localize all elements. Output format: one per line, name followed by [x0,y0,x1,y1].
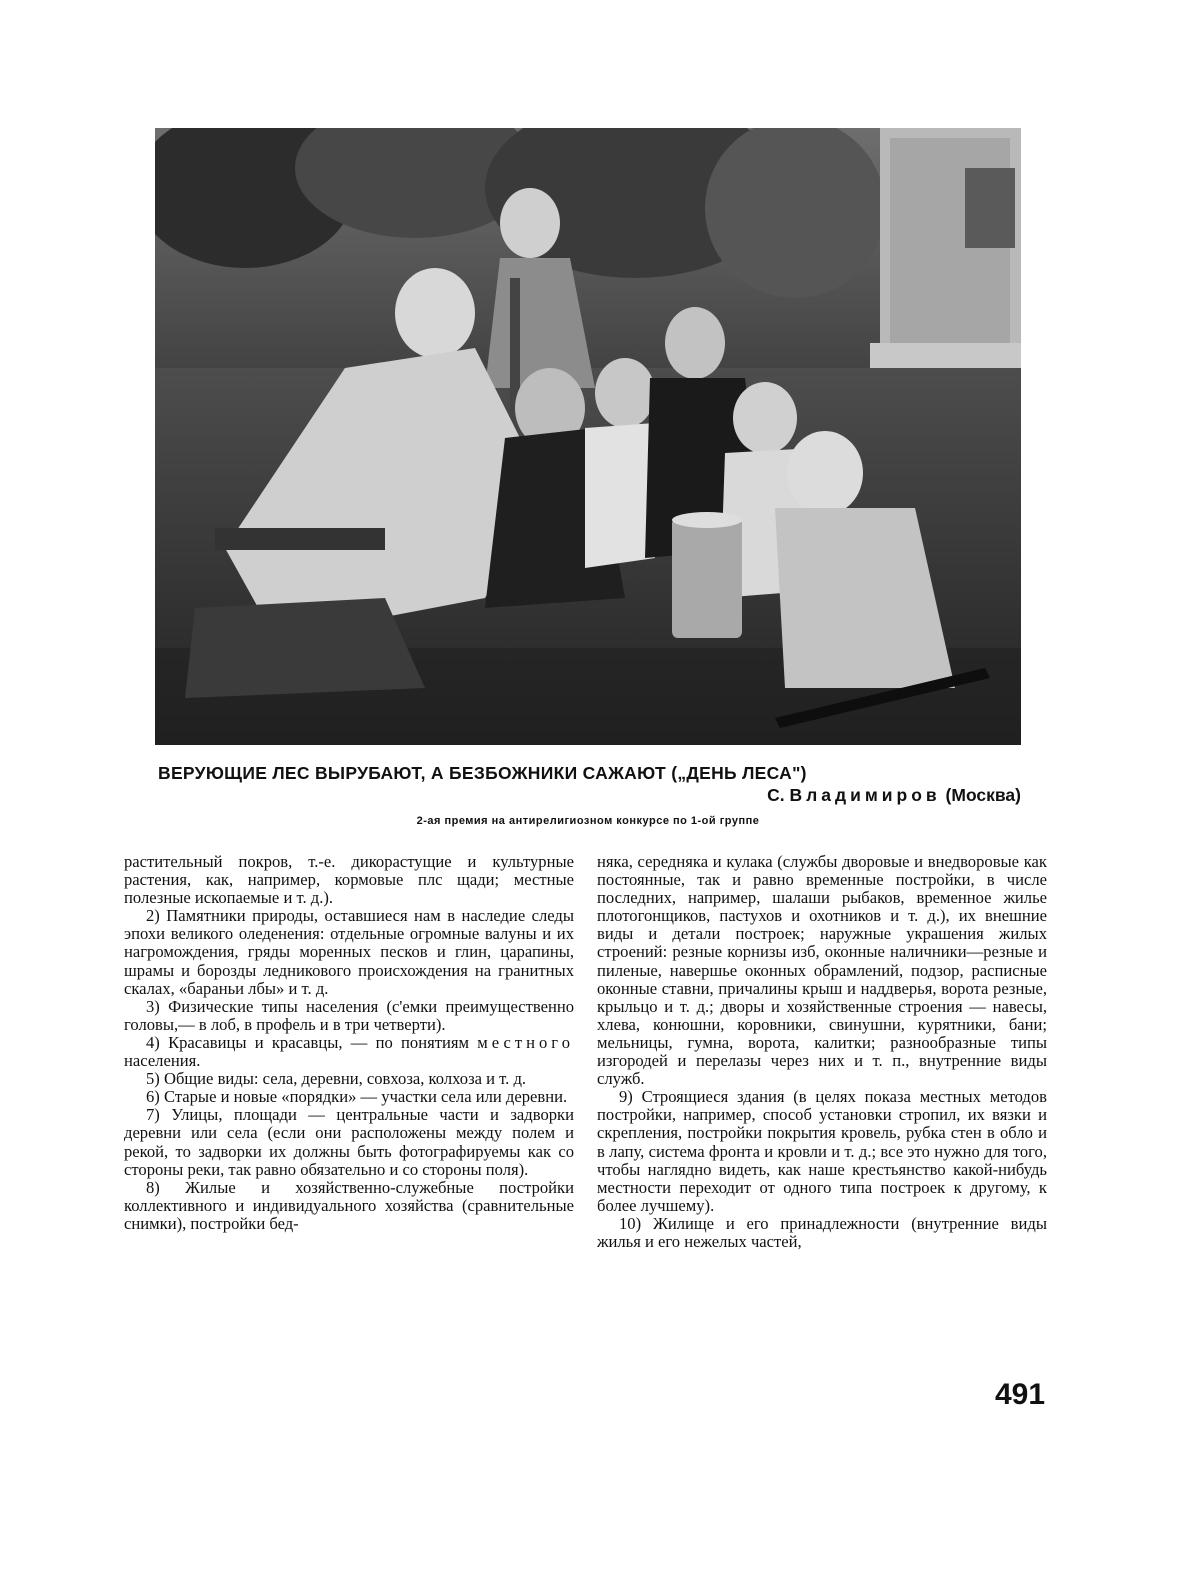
left-paragraph-4 [124,1034,574,1070]
caption-author [767,785,1021,806]
photograph [155,128,1021,745]
right-paragraph-1: няка, середняка и кулака (службы дворовые и внедворовые как постоянные, так и равно временные постройки, в числе последних, например, шалаши рыбаков, временное жилье плотогонщиков, пастухов и охотников и т. д.), их внешние виды и детали построек; наружные украшения жилых строений: резные корнизы изб, оконные наличники—резные и пиленые, навершье оконных обрамлений, подзор, расписные оконные ставни, причалины крыш и наддверья, ворота резные, крыльцо и т. д.; дворы и хозяйственные строения — навесы, хлева, конюшни, коровники, свинушни, курятники, бани; мельницы, гумна, ворота, калитки; разнообразные типы изгородей и перелазы через них и т. п., внутренние виды служб. [597,852,1047,1089]
left-paragraph-1: растительный покров, т.-е. дикорастущие и культурные растения, как, например, кормовые плс щади; местные полезные ископаемые и т. д.). [124,852,574,908]
caption-title: ВЕРУЮЩИЕ ЛЕС ВЫРУБАЮТ, А БЕЗБОЖНИКИ САЖАЮТ („ДЕНЬ ЛЕСА") [158,763,807,783]
right-column [597,853,1047,1251]
left-paragraph-2: 2) Памятники природы, оставшиеся нам в наследие следы эпохи великого оледенения: отдельные огромные валуны и их нагромождения, гряды моренных песков и глин, царапины, шрамы и борозды ледникового происхождения на гранитных скалах, «бараньи лбы» и т. д. [124,906,574,998]
p4-spaced: местного [477,1032,574,1052]
author-initial: С. [767,785,785,805]
page-number: 491 [995,1378,1046,1411]
author-name: Владимиров [789,785,941,805]
photo-illustration [155,128,1021,745]
p4-end: населения. [124,1051,201,1071]
left-column [124,853,574,1233]
author-city: (Москва) [945,785,1021,805]
right-paragraph-2: 9) Строящиеся здания (в целях показа местных методов постройки, например, способ установки стропил, их вязки и скрепления, постройки покрытия кровель, рубка стен в обло и в лапу, система фронта и кровли и т. д.; все это нужно для того, чтобы наглядно видеть, как наше крестьянство какой-нибудь местности переходит от одного типа построек к другому, к более лучшему). [597,1087,1047,1215]
left-paragraph-7: 7) Улицы, площади — центральные части и задворки деревни или села (если они расположены между полем и рекой, то задворки их должны быть фотографируемы как со стороны реки, так равно обязательно и со стороны поля). [124,1105,574,1179]
right-paragraph-3: 10) Жилище и его принадлежности (внутренние виды жилья и его нежелых частей, [597,1213,1047,1251]
p4-start: 4) Красавицы и красавцы, — по понятиям [146,1032,469,1052]
left-paragraph-6: 6) Старые и новые «порядки» — участки села или деревни. [146,1087,568,1107]
left-paragraph-5: 5) Общие виды: села, деревни, совхоза, колхоза и т. д. [146,1069,527,1089]
left-paragraph-8: 8) Жилые и хозяйственно-служебные постройки коллективного и индивидуального хозяйства (сравнительные снимки), постройки бед- [124,1177,574,1233]
left-paragraph-3: 3) Физические типы населения (с'емки преимущественно головы,— в лоб, в профель и в три четверти). [124,996,574,1034]
caption-prize: 2-ая премия на антирелигиозном конкурсе по 1-ой группе [416,815,760,827]
